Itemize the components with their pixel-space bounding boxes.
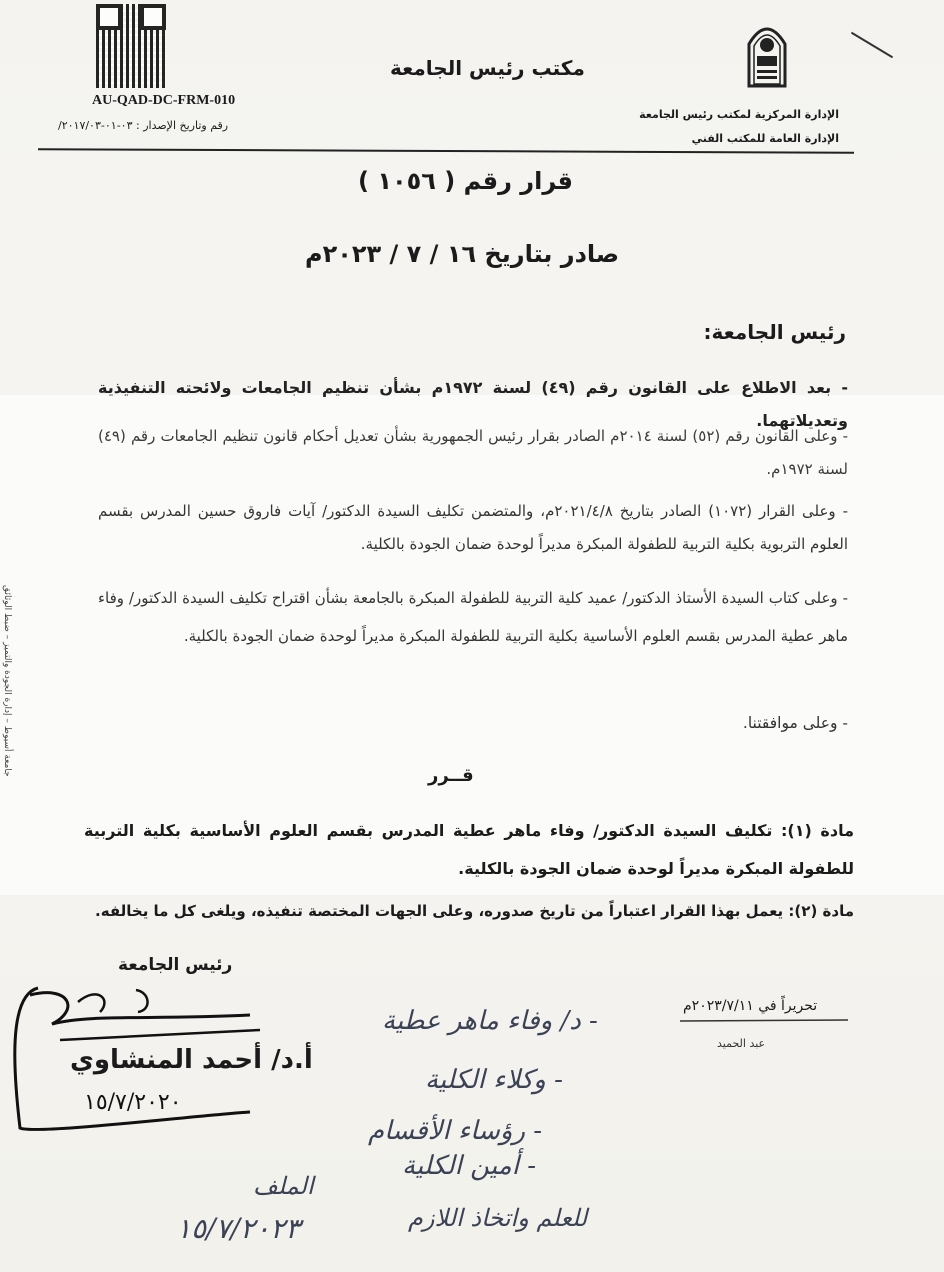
distribution-item: - وكلاء الكلية <box>425 1065 563 1095</box>
distribution-item: - أمين الكلية <box>402 1151 536 1181</box>
written-on-date: تحريراً في ٢٠٢٣/٧/١١م <box>683 998 818 1014</box>
preamble-dean-letter: - وعلى كتاب السيدة الأستاذ الدكتور/ عميد كلية التربية للطفولة المبكرة بالجامعة بشأن اقتراح تكليف السيدة الدكتور/ وفاء ماهر عطية المدرس بقسم العلوم الأساسية بكلية التربية للطفولة المبكرة مديراً لوحدة ضمان الجودة بالكلية. <box>98 589 848 645</box>
central-admin-label: الإدارة المركزية لمكتب رئيس الجامعة <box>639 108 839 121</box>
signature-title: رئيس الجامعة <box>118 955 233 975</box>
handwritten-date: ١٥/٧/٢٠٢٣ <box>176 1212 301 1245</box>
issue-date-line: رقم وتاريخ الإصدار : ٠٣-٠١-٢٠١٧/٠٣/ <box>58 119 229 132</box>
side-note: جامعة أسيوط – إدارة الجودة والتميز – ضبط الوثائق <box>2 585 12 777</box>
distribution-item: - د/ وفاء ماهر عطية <box>382 1006 598 1036</box>
university-logo-icon <box>745 20 789 88</box>
technical-office-label: الإدارة العامة للمكتب الفني <box>691 132 839 145</box>
preamble-law-49: - بعد الاطلاع على القانون رقم (٤٩) لسنة ١٩٧٢م بشأن تنظيم الجامعات ولائحته التنفيذية وتعديلاتهما. <box>98 378 849 430</box>
article-1: مادة (١): تكليف السيدة الدكتور/ وفاء ماهر عطية المدرس بقسم العلوم الأساسية بكلية التربية للطفولة المبكرة مديراً لوحدة ضمان الجودة بالكلية. <box>84 821 855 878</box>
president-heading: رئيس الجامعة: <box>703 320 846 344</box>
form-code: AU-QAD-DC-FRM-010 <box>92 93 236 108</box>
signature-date: ١٥/٧/٢٠٢٠ <box>84 1090 182 1115</box>
issue-date: صادر بتاريخ ١٦ / ٧ / ٢٠٢٣م <box>305 240 620 268</box>
office-title: مكتب رئيس الجامعة <box>390 56 585 80</box>
preamble-law-52: - وعلى القانون رقم (٥٢) لسنة ٢٠١٤م الصادر بقرار رئيس الجمهورية بشأن تعديل أحكام قانون تنظيم الجامعات رقم (٤٩) لسنة ١٩٧٢م. <box>98 427 849 478</box>
header-divider <box>38 148 854 154</box>
pen-stroke <box>851 32 893 58</box>
qr-code <box>96 4 166 88</box>
resolution-heading: قــرر <box>428 765 474 786</box>
action-note: للعلم واتخاذ اللازم <box>408 1204 588 1232</box>
article-2: مادة (٢): يعمل بهذا القرار اعتباراً من تاريخ صدوره، وعلى الجهات المختصة تنفيذه، ويلغى كل ما يخالفه. <box>95 902 854 920</box>
file-note: الملف <box>253 1172 314 1200</box>
signatory-name: أ.د/ أحمد المنشاوي <box>70 1045 313 1075</box>
clerk-name: عبد الحميد <box>717 1037 766 1050</box>
decision-number: قرار رقم ( ١٠٥٦ ) <box>358 167 573 195</box>
distribution-item: - رؤساء الأقسام <box>368 1116 543 1146</box>
preamble-approval: - وعلى موافقتنا. <box>742 714 848 732</box>
preamble-decision-1072: - وعلى القرار (١٠٧٢) الصادر بتاريخ ٢٠٢١/٤/٨م، والمتضمن تكليف السيدة الدكتور/ آيات فاروق حسين المدرس بقسم العلوم التربوية بكلية التربية للطفولة المبكرة مديراً لوحدة ضمان الجودة بالكلية. <box>98 502 848 553</box>
